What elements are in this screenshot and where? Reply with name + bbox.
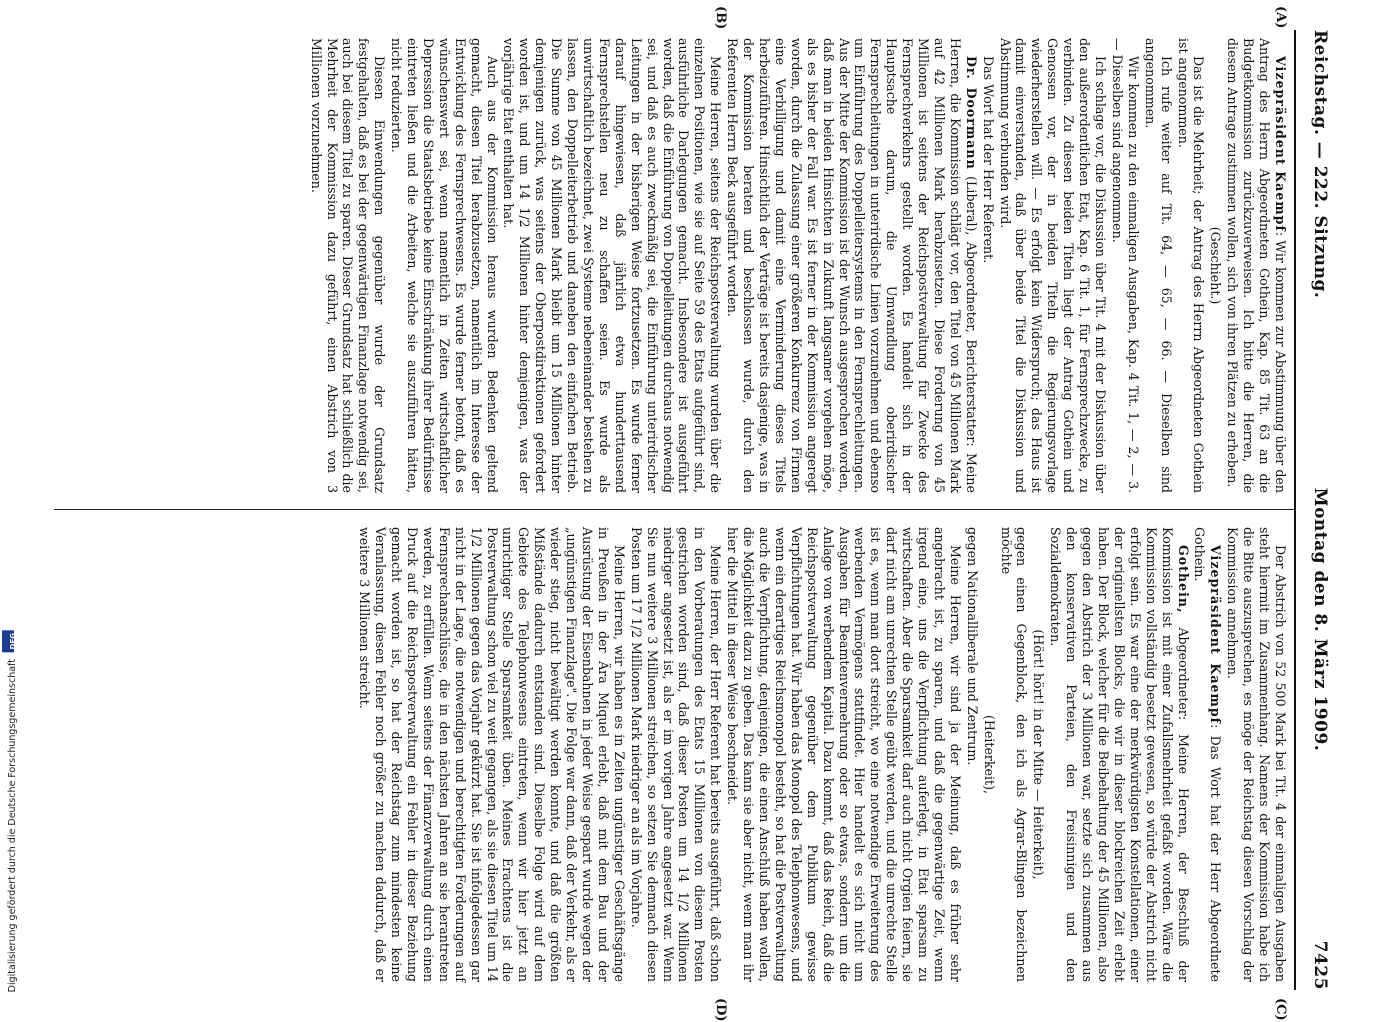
paragraph: Auch aus der Kommission heraus wurden Bedenken geltend gemacht, diesen Titel herabzusetzen, namentlich im Interesse der Entwicklung des Fernsprechwesens. Es wurde ferner betont, daß es wünschenswert sei, wenn namentlich in Zeiten wirtschaftlicher Depression die Staatsbetriebe keine Einschränkung ihrer Bedürfnisse eintreten ließen und die Arbeiten, welche sie auszuführen hätten, nicht reduzierten. bbox=[389, 38, 500, 493]
margin-marker-a: (A) bbox=[1273, 6, 1288, 29]
paragraph: (Heiterkeit), bbox=[981, 715, 997, 794]
paragraph: Meine Herren, wir haben es in Zeiten ungünstiger Geschäftsgänge in Preußen in der Ära Miquel erlebt, daß mit dem Bau und der Ausrüstung der Eisenbahnen in jeder Weise gespart wurde wegen der „ungünstigen Finanzlage". Die Folge war dann, daß der Verkehr, als er wieder stieg, nicht bewältigt werden konnte, und daß die größten Mißstände dadurch entstanden sind. Dieselbe Folge wird auf dem Gebiete des Telephonwesens eintreten, wenn wir hier jetzt an unrichtiger Stelle Sparsamkeit üben. Meines Erachtens ist die Postverwaltung schon viel zu weit gegangen, als sie diesen Titel um 14 1/2 Millionen gegen das Vorjahr gekürzt hat. Sie ist infolgedessen gar nicht in der Lage, die notwendigen und berechtigten Forderungen auf Fernsprechanschlüsse, die in den nächsten Jahren an sie herantreten werden, zu erfüllen. Wenn seitens der Finanzverwaltung durch einen Druck auf die Reichspostverwaltung ein Fehler in dieser Beziehung gemacht worden ist, so hat der Reichstag zum mindesten keine Veranlassung, diesen Fehler noch größer zu machen dadurch, daß er weitere 3 Millionen streicht. bbox=[357, 527, 627, 982]
paragraph: Meine Herren, der Herr Referent hat bereits ausgeführt, daß schon in den Vorberatungen des Etats 15 Millionen von diesem Posten gestrichen worden sind, daß dieser Posten um 14 1/2 Millionen niedriger angesetzt ist, als er im vorigen Jahre angesetzt war. Wenn Sie nun weitere 3 Millionen streichen, so setzen Sie demnach diesen Posten um 17 1/2 Millionen Mark niedriger an als im Vorjahre. bbox=[628, 527, 724, 982]
paragraph: gegen Nationalliberale und Zentrum. bbox=[964, 527, 980, 766]
margin-marker-d: (D) bbox=[713, 998, 728, 1022]
paragraph: gegen einen Gegenblock, den ich als Agrar-Blingen bezeichnen möchte bbox=[998, 527, 1030, 982]
header-date: Montag den 8. März 1909. bbox=[1310, 487, 1330, 752]
speaker-name: Vizepräsident Kaempf bbox=[1273, 56, 1288, 232]
column-divider bbox=[54, 509, 1294, 510]
paragraph: Das ist die Mehrheit; der Antrag des Herrn Abgeordneten Gothein ist angenommen. bbox=[1175, 38, 1207, 493]
paragraph: Vizepräsident Kaempf: Wir kommen zur Abstimmung über den Antrag des Herrn Abgeordneten Gothein, Kap. 85 Tit. 63 an die Budgetkommission zurückzuverweisen. Ich bitte die Herren, die diesem Antrage zustimmen wollen, sich von ihren Plätzen zu erheben. bbox=[1225, 38, 1288, 493]
speaker-name: Gothein, bbox=[1175, 545, 1191, 614]
paragraph: Das Wort hat der Herr Referent. bbox=[980, 56, 996, 264]
paragraph: Ich schlage vor, die Diskussion über Tit. 4 mit der Diskussion über den außerordentlichen Etat, Kap. 6 Tit. 1, für Fernsprechzwecke, zu verbinden. Zu diesen beiden Titeln liegt der Antrag Gothein und Genossen vor, der in beiden Titeln die Regierungsvorlage wiederherstellen will. — Es erfolgt kein Widerspruch; das Haus ist damit einverstanden, daß über beide Titel die Diskussion und Abstimmung verbunden wird. bbox=[997, 38, 1109, 493]
page-number: 7425 bbox=[1310, 940, 1330, 990]
paragraph: Meine Herren, wir sind ja der Meinung, daß es früher sehr angebracht ist, zu sparen, und daß die gegenwärtige Zeit, wenn irgend eine, uns die Verpflichtung auferlegt, in Etat sparsam zu wirtschaften. Aber die Sparsamkeit darf auch nicht Orgien feiern, sie darf nicht am unrechten Stelle geübt werden, und die unrechte Stelle ist es, wenn man dort streicht, wo eine notwendige Erweiterung des werbenden Vermögens stattfindet. Hier handelt es sich nicht um Ausgaben für Beamtenvermehrung oder so etwas, sondern um die Anlage von werbendem Kapital. Dazu kommt, daß das Reich, daß die Reichspostverwaltung gegenüber dem Publikum gewisse Verpflichtungen hat. Wir haben das Monopol des Telephonwesens, und wenn ein derartiges Reichsmonopol besteht, so hat die Postverwaltung auch die Verpflichtung, denjenigen, die einen Anschluß haben wollen, die Möglichkeit dazu zu geben. Das kann sie aber nicht, wenn man ihr hier die Mittel in dieser Weise beschneidet. bbox=[725, 527, 963, 982]
speaker-name: Vizepräsident Kaempf bbox=[1208, 545, 1224, 725]
right-column bbox=[355, 527, 1288, 982]
credit-text: Digitalisierung gefördert durch die Deutsche Forschungsgemeinschaft bbox=[7, 658, 18, 992]
paragraph: (Hört! hört! in der Mitte — Heiterkeit), bbox=[1031, 629, 1047, 880]
header-left: Reichstag. — 222. Sitzung. bbox=[1310, 30, 1330, 299]
header-rule bbox=[1294, 30, 1296, 990]
speaker-name: Dr. Doormann bbox=[963, 56, 979, 170]
digitization-credit bbox=[0, 0, 22, 1000]
paragraph: Wir kommen zu den einmaligen Ausgaben, Kap. 4 Tit. 1, — 2, — 3. — Dieselben sind angenommen. bbox=[1109, 38, 1141, 493]
paragraph: Der Abstrich von 52 500 Mark bei Tit. 4 der einmaligen Ausgaben steht hiermit im Zusammenhang. Namens der Kommission habe ich die Bitte auszusprechen, es möge der Reichstag diesen Vorschlag der Kommission annehmen. bbox=[1225, 527, 1288, 982]
margin-marker-b: (B) bbox=[713, 6, 728, 30]
page-header bbox=[1300, 30, 1340, 990]
dfg-logo-icon: DFG bbox=[2, 630, 14, 652]
margin-marker-c: (C) bbox=[1273, 998, 1288, 1021]
paragraph: Meine Herren, seitens der Reichspostverwaltung wurden über die einzelnen Positionen, wie sie auf Seite 59 des Etats aufgeführt sind, ausführliche Darlegungen gemacht. Insbesondere ist ausgeführt worden, daß die Einführung von Doppelleitungen durchaus notwendig sei, und daß es auch zweckmäßig sei, die Einführung unterirdischer Leitungen in der bisherigen Weise fortzusetzen. Es wurde ferner darauf hingewiesen, daß jährlich etwa hunderttausend Fernsprechstellen neu zu schaffen seien. Es wurde als unwirtschaftlich bezeichnet, zwei Systeme nebeneinander bestehen zu lassen, den Doppelleiterbetrieb und daneben den einfachen Betrieb. Die Summe von 45 Millionen Mark bleibt um 15 Millionen hinter demjenigen zurück, was seitens der Oberpostdirektionen gefordert worden ist, und um 14 1/2 Millionen hinter demjenigen, was der vorjährige Etat enthalten hat. bbox=[501, 38, 724, 493]
paragraph: (Geschieht.) bbox=[1208, 226, 1224, 305]
paragraph: Diesen Einwendungen gegenüber wurde der Grundsatz festgehalten, daß es bei der gegenwärtigen Finanzlage notwendig sei, auch bei diesem Titel zu sparen. Dieser Grundsatz hat schließlich die Mehrheit der Kommission dazu geführt, einen Abstrich von 3 Millionen vorzunehmen. bbox=[308, 38, 388, 493]
paragraph: Gothein, Abgeordneter: Meine Herren, der Beschluß der Kommission ist mit einer Zufallsmehrheit gefaßt worden. Wäre die Kommission vollständig besetzt gewesen, so würde der Abstrich nicht erfolgt sein. Es war eine der merkwürdigsten Konstellationen, einer der originellsten Blocks, die wir in dieser blockreichen Zeit erlebt haben. Der Block, welcher für die Beibehaltung der 45 Millionen, also gegen den Abstrich der 3 Millionen war, setzte sich zusammen aus den konservativen Parteien, den Freisinnigen und den Sozialdemokraten. bbox=[1048, 527, 1191, 982]
left-column bbox=[307, 38, 1288, 493]
paragraph: Ich rufe weiter auf Tit. 64, — 65, — 66. — Dieselben sind angenommen. bbox=[1142, 38, 1174, 493]
paragraph: Dr. Doormann (Liberal), Abgeordneter, Berichterstatter: Meine Herren, die Kommission schlägt vor, den Titel von 45 Millionen Mark auf 42 Millionen Mark herabzusetzen. Diese Forderung von 45 Millionen ist seitens der Reichspostverwaltung für Zwecke des Fernsprechverkehrs gestellt worden. Es handelt sich in der Hauptsache darum, die Umwandlung oberirdischer Fernsprechleitungen in unterirdische Linien vorzunehmen und ebenso um Einführung des Doppelleitersystems in den Fernsprechleitungen. Aus der Mitte der Kommission ist der Wunsch ausgesprochen worden, daß man in beiden Hinsichten in Zukunft langsamer vorgehen möge, als es bisher der Fall war. Es ist ferner in der Kommission angeregt worden, durch die Zulassung einer größeren Konkurrenz von Firmen eine Verbilligung und damit eine Verminderung dieses Titels herbeizuführen. Hinsichtlich der Verträge ist bereits dasjenige, was in der Kommission beraten und beschlossen wurde, durch den Referenten Herrn Beck ausgeführt worden. bbox=[725, 38, 979, 493]
paragraph: Vizepräsident Kaempf: Das Wort hat der Herr Abgeordnete Gothein. bbox=[1192, 527, 1224, 982]
rotated-document-page bbox=[40, 6, 1340, 1022]
